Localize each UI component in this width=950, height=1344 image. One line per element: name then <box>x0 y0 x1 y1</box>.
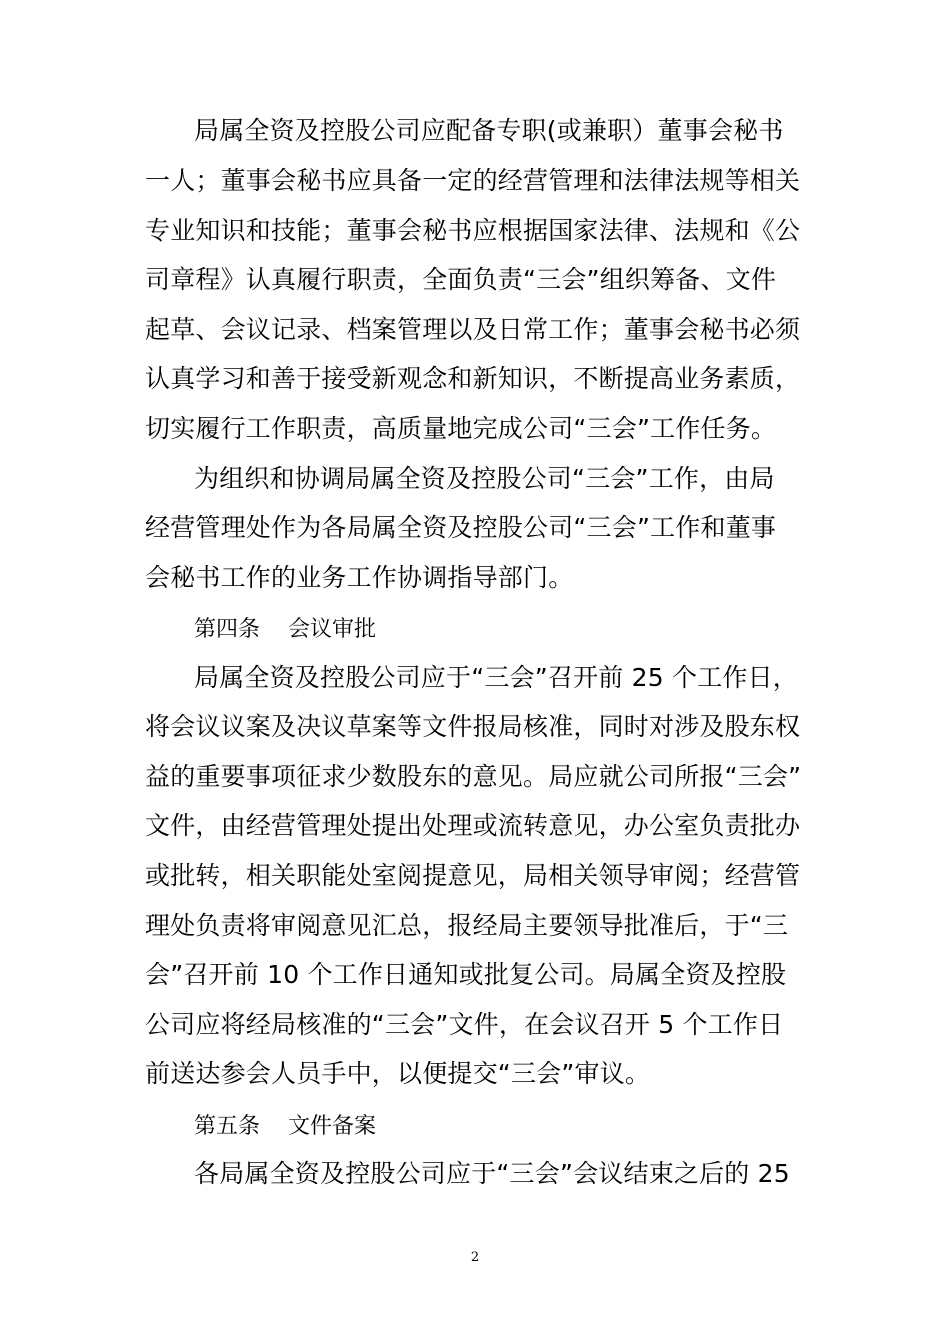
article-heading <box>194 1112 376 1142</box>
paragraph-line: 专业知识和技能；董事会秘书应根据国家法律、法规和《公 <box>145 216 801 245</box>
paragraph-line: 起草、会议记录、档案管理以及日常工作；董事会秘书必须 <box>145 315 801 344</box>
paragraph-line: 会秘书工作的业务工作协调指导部门。 <box>145 563 574 592</box>
paragraph-line: 局属全资及控股公司应于“三会”召开前 25 个工作日， <box>194 663 799 692</box>
paragraph-line: 局属全资及控股公司应配备专职(或兼职）董事会秘书 <box>194 116 784 145</box>
paragraph-line: 会”召开前 10 个工作日通知或批复公司。局属全资及控股 <box>145 960 787 989</box>
paragraph-line: 认真学习和善于接受新观念和新知识，不断提高业务素质， <box>145 364 801 393</box>
paragraph-line: 一人；董事会秘书应具备一定的经营管理和法律法规等相关 <box>145 166 801 195</box>
article-title: 文件备案 <box>288 1114 377 1139</box>
paragraph-line: 理处负责将审阅意见汇总，报经局主要领导批准后，于“三 <box>145 911 789 940</box>
paragraph-line: 司章程》认真履行职责，全面负责“三会”组织筹备、文件 <box>145 265 777 294</box>
article-number: 第四条 <box>194 617 261 642</box>
paragraph-line: 为组织和协调局属全资及控股公司“三会”工作，由局 <box>194 464 775 493</box>
paragraph-line: 或批转，相关职能处室阅提意见，局相关领导审阅；经营管 <box>145 861 801 890</box>
paragraph-line: 文件，由经营管理处提出处理或流转意见，办公室负责批办 <box>145 811 801 840</box>
page-number: 2 <box>470 1250 480 1265</box>
article-title: 会议审批 <box>288 617 377 642</box>
paragraph-line: 前送达参会人员手中，以便提交“三会”审议。 <box>145 1059 651 1088</box>
article-heading <box>194 615 376 645</box>
article-number: 第五条 <box>194 1114 261 1139</box>
paragraph-line: 各局属全资及控股公司应于“三会”会议结束之后的 25 <box>194 1159 790 1188</box>
paragraph-line: 益的重要事项征求少数股东的意见。局应就公司所报“三会” <box>145 762 802 791</box>
paragraph-line: 将会议议案及决议草案等文件报局核准，同时对涉及股东权 <box>145 712 801 741</box>
paragraph-line: 经营管理处作为各局属全资及控股公司“三会”工作和董事 <box>145 513 777 542</box>
paragraph-line: 切实履行工作职责，高质量地完成公司“三会”工作任务。 <box>145 414 777 443</box>
paragraph-line: 公司应将经局核准的“三会”文件，在会议召开 5 个工作日 <box>145 1010 784 1039</box>
